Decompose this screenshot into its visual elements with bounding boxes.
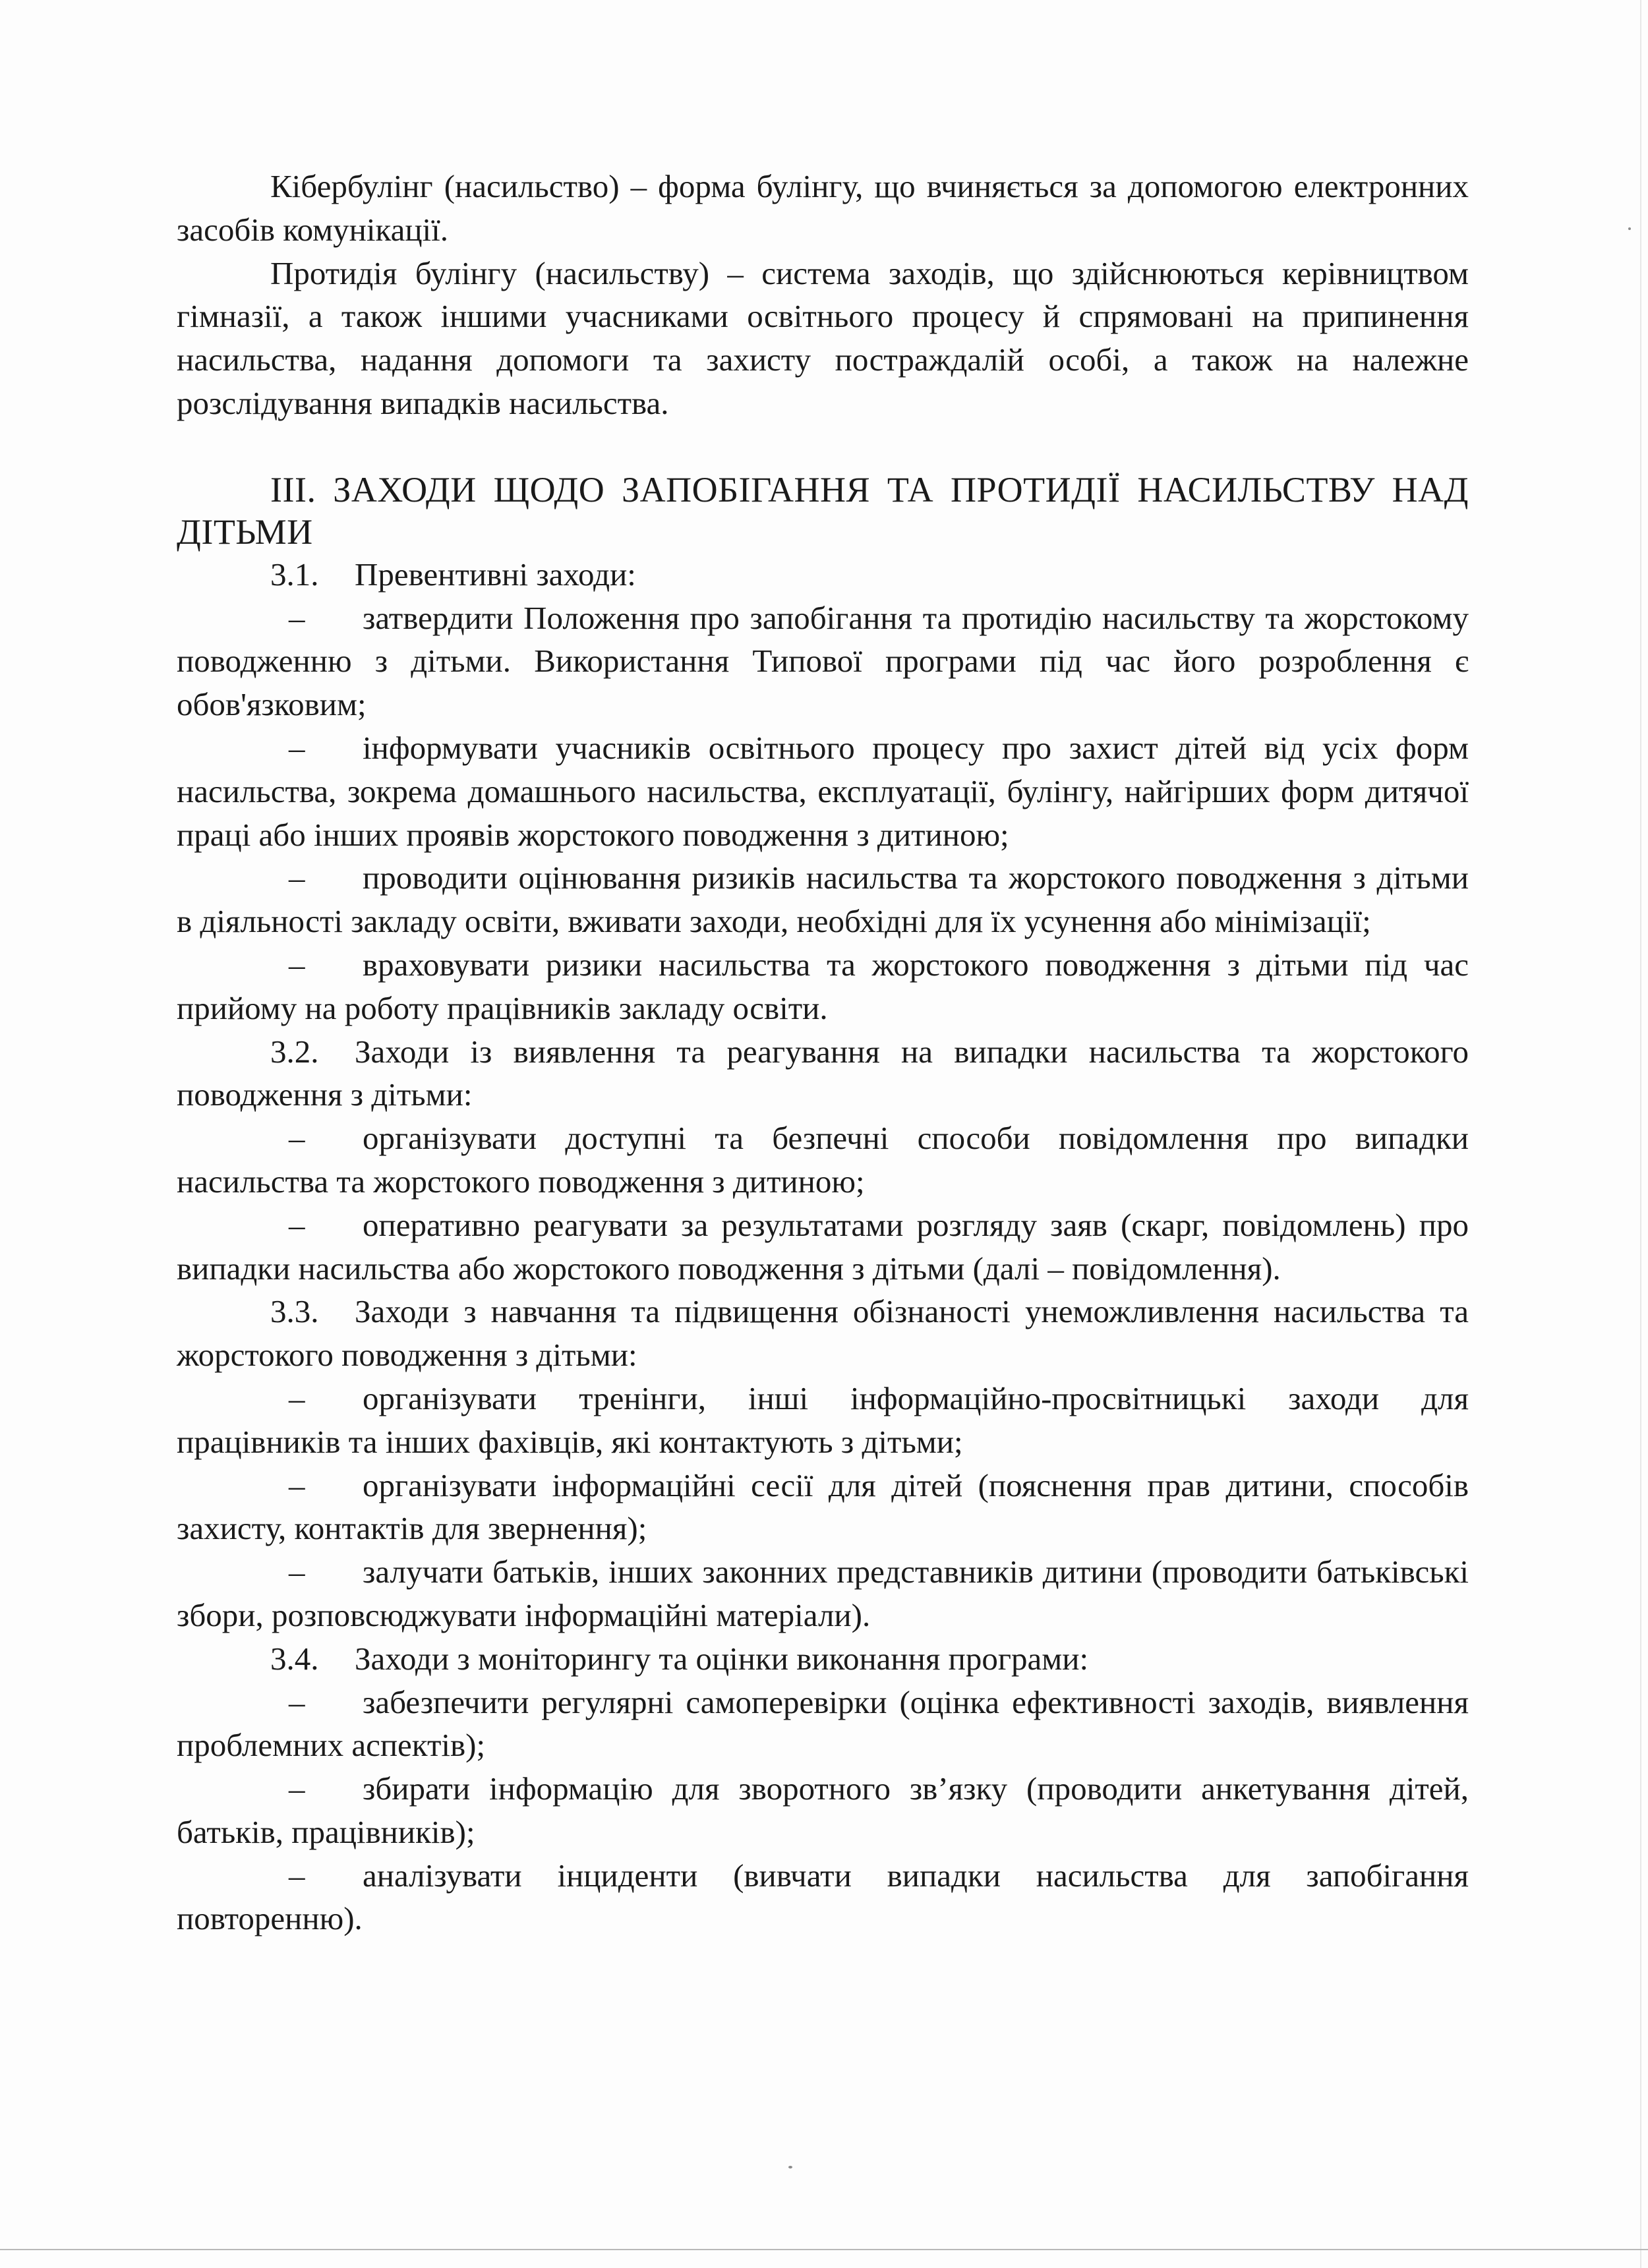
subsection-3-3-title	[177, 1290, 1469, 1377]
dash-marker: –	[289, 1857, 305, 1894]
scan-edge	[1640, 0, 1641, 2268]
list-item: – проводити оцінювання ризиків насильства та жорстокого поводження з дітьми в діяльності закладу освіти, вживати заходи, необхідні для їх усунення або мінімізації;	[177, 856, 1469, 943]
subsection-3-4-title	[177, 1637, 1469, 1681]
list-item: – аналізувати інциденти (вивчати випадки насильства для запобігання повторенню).	[177, 1854, 1469, 1941]
dash-marker: –	[289, 1554, 305, 1590]
scan-bottom-edge	[0, 2249, 1648, 2250]
list-item: – організувати доступні та безпечні способи повідомлення про випадки насильства та жорстокого поводження з дитиною;	[177, 1117, 1469, 1204]
dash-marker: –	[289, 859, 305, 896]
dash-marker: –	[289, 1120, 305, 1157]
list-item: – організувати інформаційні сесії для дітей (пояснення прав дитини, способів захисту, контактів для звернення);	[177, 1464, 1469, 1551]
list-item: – враховувати ризики насильства та жорстокого поводження з дітьми під час прийому на роботу працівників закладу освіти.	[177, 943, 1469, 1030]
dash-marker: –	[289, 599, 305, 636]
subsection-title: Заходи з моніторингу та оцінки виконання програми:	[355, 1640, 1089, 1677]
list-item: – затвердити Положення про запобігання та протидію насильству та жорстокому поводженню з дітьми. Використання Типової програми під час його розроблення є обов'язковим;	[177, 596, 1469, 726]
subsection-number: 3.3.	[270, 1293, 319, 1330]
subsection-3-2-title	[177, 1030, 1469, 1117]
subsection-number: 3.1.	[270, 556, 319, 593]
list-item: – збирати інформацію для зворотного зв’язку (проводити анкетування дітей, батьків, працівників);	[177, 1767, 1469, 1854]
dash-marker: –	[289, 946, 305, 983]
list-item: – організувати тренінги, інші інформаційно-просвітницькі заходи для працівників та інших фахівців, які контактують з дітьми;	[177, 1377, 1469, 1464]
subsection-title: Заходи з навчання та підвищення обізнаності унеможливлення насильства та жорстокого поводження з дітьми:	[177, 1293, 1469, 1374]
dash-marker: –	[289, 1206, 305, 1243]
section-title: ІІІ. ЗАХОДИ ЩОДО ЗАПОБІГАННЯ ТА ПРОТИДІЇ НАСИЛЬСТВУ НАД ДІТЬМИ	[177, 469, 1469, 552]
list-item: – оперативно реагувати за результатами розгляду заяв (скарг, повідомлень) про випадки насильства або жорстокого поводження з дітьми (далі – повідомлення).	[177, 1204, 1469, 1291]
subsection-title: Превентивні заходи:	[355, 556, 636, 593]
dash-marker: –	[289, 1770, 305, 1807]
list-item: – забезпечити регулярні самоперевірки (оцінка ефективності заходів, виявлення проблемних аспектів);	[177, 1681, 1469, 1768]
document-body	[177, 165, 1469, 1940]
dash-marker: –	[289, 1380, 305, 1416]
subsection-number: 3.4.	[270, 1640, 319, 1677]
dash-marker: –	[289, 1467, 305, 1503]
spacer	[177, 425, 1469, 469]
scan-speck	[1628, 227, 1631, 230]
definition-counteraction: Протидія булінгу (насильству) – система заходів, що здійснюються керівництвом гімназії, а також іншими учасниками освітнього процесу й спрямовані на припинення насильства, надання допомоги та захисту постраждалій особі, а також на належне розслідування випадків насильства.	[177, 254, 1469, 421]
list-item: – залучати батьків, інших законних представників дитини (проводити батьківські збори, розповсюджувати інформаційні матеріали).	[177, 1550, 1469, 1637]
subsection-title: Заходи із виявлення та реагування на випадки насильства та жорстокого поводження з дітьми:	[177, 1033, 1469, 1113]
scan-speck	[788, 2166, 792, 2168]
definition-cyberbullying: Кібербулінг (насильство) – форма булінгу, що вчиняється за допомогою електронних засобів комунікації.	[177, 168, 1469, 248]
subsection-3-1-title	[177, 553, 1469, 596]
dash-marker: –	[289, 729, 305, 766]
subsection-number: 3.2.	[270, 1033, 319, 1070]
dash-marker: –	[289, 1683, 305, 1720]
list-item: – інформувати учасників освітнього процесу про захист дітей від усіх форм насильства, зокрема домашнього насильства, експлуатації, булінгу, найгірших форм дитячої праці або інших проявів жорстокого поводження з дитиною;	[177, 726, 1469, 856]
